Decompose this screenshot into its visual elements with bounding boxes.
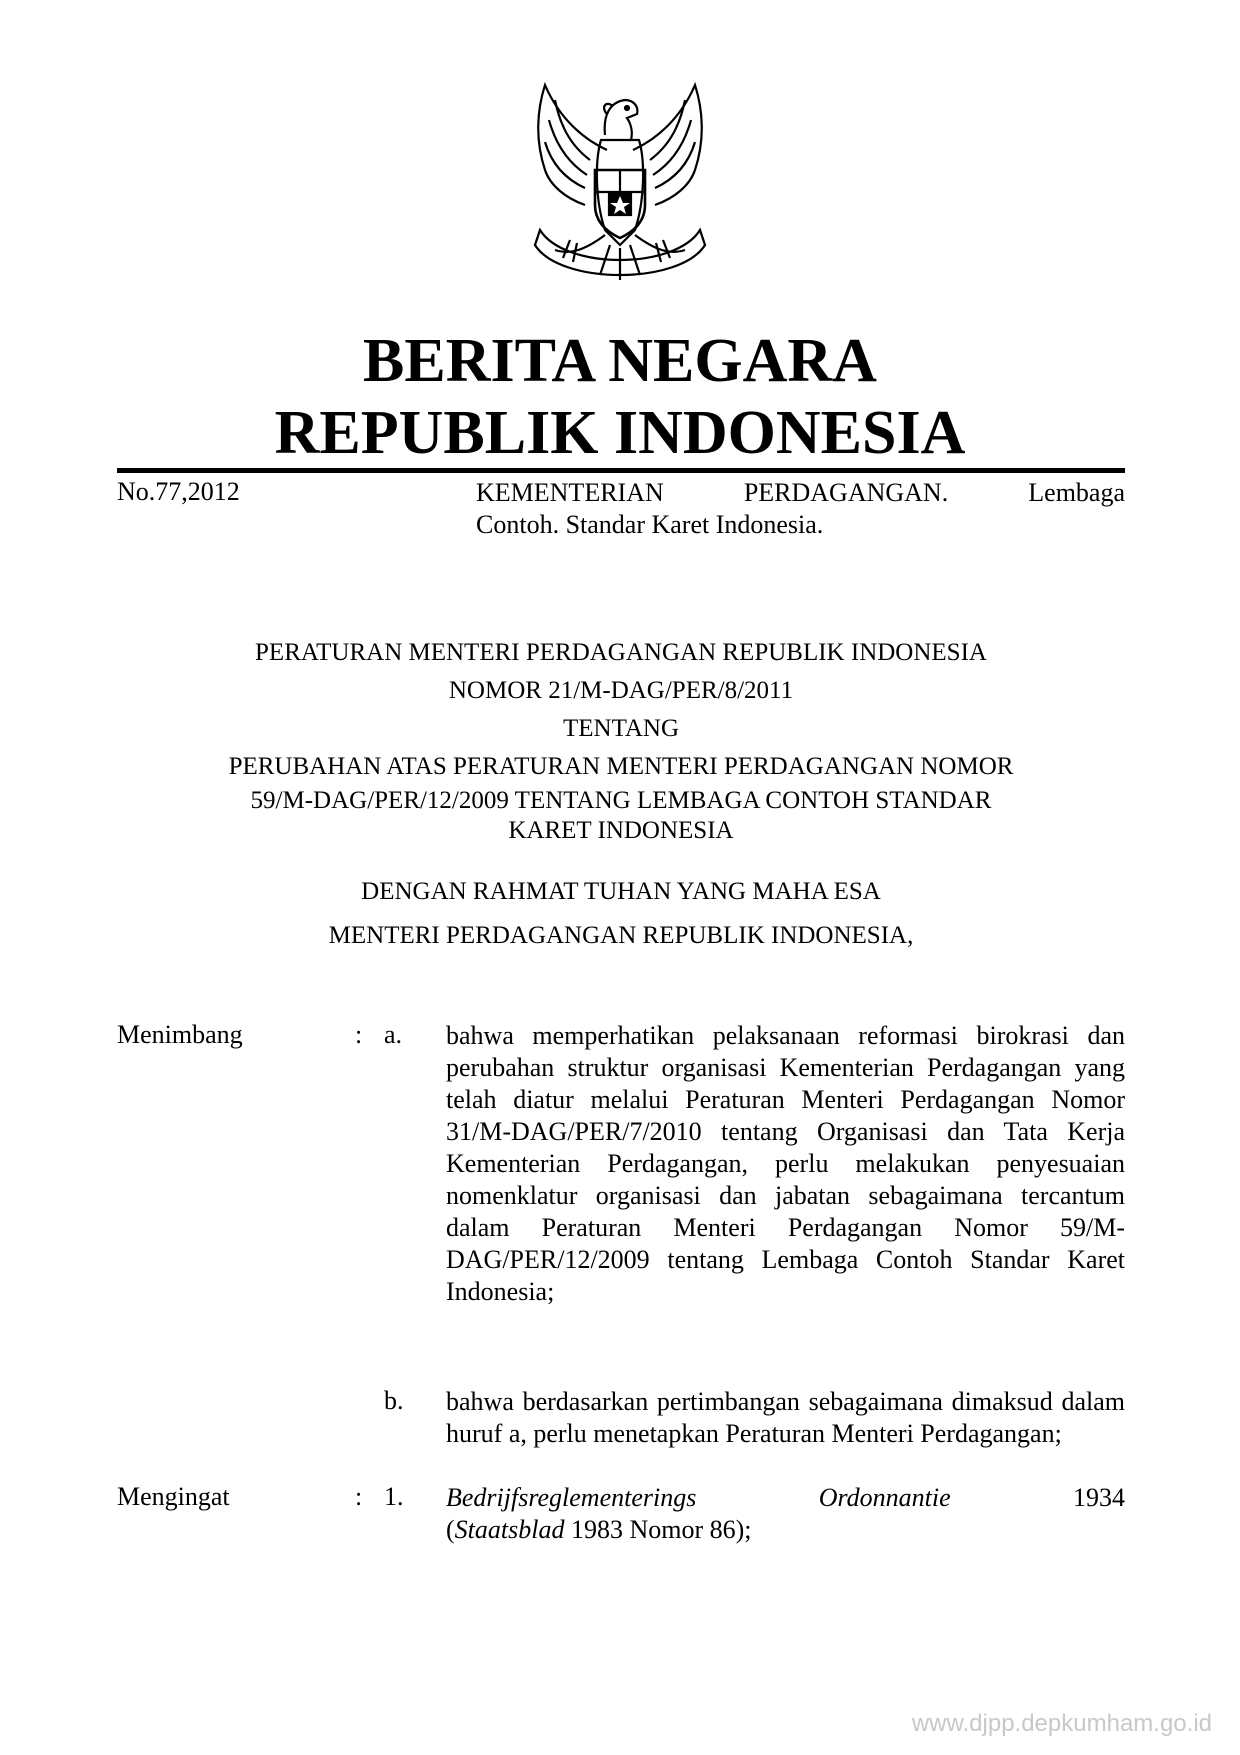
- garuda-emblem-icon: [515, 80, 725, 300]
- legal-basis-line-1: [446, 1482, 1125, 1514]
- staatsblad-term: Staatsblad: [454, 1515, 565, 1544]
- summary-word: PERDAGANGAN.: [743, 478, 949, 507]
- legal-basis-word: Ordonnantie: [818, 1483, 951, 1512]
- summary-line-1: [476, 477, 1125, 509]
- regulation-title-line: TENTANG: [562, 715, 680, 742]
- summary-line-2: Contoh. Standar Karet Indonesia.: [476, 510, 824, 539]
- publication-title: BERITA NEGARA: [363, 327, 877, 395]
- publication-subtitle: REPUBLIK INDONESIA: [274, 399, 966, 467]
- menimbang-colon: :: [355, 1020, 363, 1049]
- menimbang-label: Menimbang: [117, 1020, 243, 1049]
- legal-basis-word: 1934: [1073, 1483, 1125, 1512]
- document-number: No.77,2012: [117, 477, 240, 506]
- summary-word: Lembaga: [1028, 478, 1125, 507]
- preamble: [117, 870, 1125, 958]
- legal-basis-word: Bedrijfsreglementerings: [446, 1483, 697, 1512]
- paren: (: [446, 1515, 455, 1544]
- regulation-title-line: 59/M-DAG/PER/12/2009 TENTANG LEMBAGA CONTOH STANDAR: [250, 787, 992, 814]
- masthead-divider: [117, 468, 1125, 473]
- preamble-line: MENTERI PERDAGANGAN REPUBLIK INDONESIA,: [328, 922, 914, 949]
- regulation-title-line: KARET INDONESIA: [508, 817, 734, 844]
- watermark-url: www.djpp.depkumham.go.id: [911, 1710, 1212, 1737]
- legal-basis-1: [446, 1482, 1125, 1546]
- summary-word: KEMENTERIAN: [476, 478, 664, 507]
- regulation-title: [117, 634, 1125, 846]
- item-marker: 1.: [384, 1482, 404, 1511]
- regulation-title-line: PERUBAHAN ATAS PERATURAN MENTERI PERDAGANGAN NOMOR: [228, 753, 1014, 780]
- consideration-a-text: bahwa memperhatikan pelaksanaan reformasi birokrasi dan perubahan struktur organisasi Kementerian Perdagangan yang telah diatur melalui Peraturan Menteri Perdagangan Nomor 31/M-DAG/PER/7/2010 tentang Organisasi dan Tata Kerja Kementerian Perdagangan, perlu melakukan penyesuaian nomenklatur organisasi dan jabatan sebagaimana tercantum dalam Peraturan Menteri Perdagangan Nomor 59/M-DAG/PER/12/2009 tentang Lembaga Contoh Standar Karet Indonesia;: [446, 1021, 1125, 1306]
- item-marker: b.: [384, 1386, 404, 1415]
- legal-basis-line-2: [446, 1514, 1125, 1546]
- staatsblad-ref: 1983 Nomor 86);: [564, 1515, 752, 1544]
- preamble-line: DENGAN RAHMAT TUHAN YANG MAHA ESA: [361, 878, 881, 905]
- regulation-title-line: PERATURAN MENTERI PERDAGANGAN REPUBLIK INDONESIA: [255, 639, 987, 666]
- mengingat-colon: :: [355, 1482, 363, 1511]
- item-marker: a.: [384, 1020, 403, 1049]
- document-summary: [476, 477, 1125, 541]
- mengingat-label: Mengingat: [117, 1482, 230, 1511]
- consideration-b-text: bahwa berdasarkan pertimbangan sebagaimana dimaksud dalam huruf a, perlu menetapkan Peraturan Menteri Perdagangan;: [446, 1387, 1125, 1448]
- regulation-title-line: NOMOR 21/M-DAG/PER/8/2011: [448, 677, 794, 704]
